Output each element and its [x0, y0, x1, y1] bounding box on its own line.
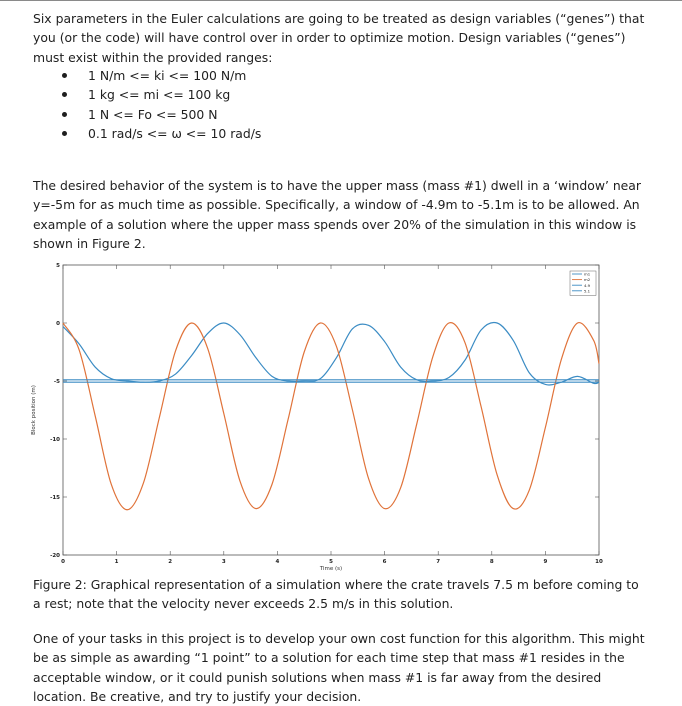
y-tick-label: -5: [53, 379, 60, 385]
x-tick-label: 7: [436, 559, 441, 565]
x-tick-label: 6: [382, 559, 387, 565]
y-tick-label: -10: [50, 437, 60, 443]
range-text: 1 kg <= mi <= 100 kg: [88, 87, 231, 103]
legend-label: 4.9: [584, 282, 591, 288]
y-tick-label: 0: [56, 321, 60, 327]
figure-2-chart: [28, 257, 610, 573]
x-tick-label: 8: [489, 559, 494, 565]
y-tick-label: -20: [50, 553, 60, 559]
gene-range-list: [33, 66, 261, 143]
y-tick-label: -15: [50, 495, 60, 501]
x-tick-label: 4: [275, 559, 280, 565]
bullet-icon: [62, 131, 67, 136]
task-paragraph: One of your tasks in this project is to develop your own cost function for this algorithm. This might be as simple as awarding “1 point” to a solution for each time step that mass #1 resides in the acceptable window, or it could punish solutions when mass #1 is far away from the desired location. Be creative, and try to justify your decision.: [33, 631, 645, 704]
x-tick-label: 1: [114, 559, 119, 565]
list-item: [33, 85, 261, 104]
range-text: 0.1 rad/s <= ω <= 10 rad/s: [88, 125, 262, 141]
legend-label: m2: [584, 277, 591, 283]
x-tick-label: 5: [329, 559, 333, 565]
figure-caption: Figure 2: Graphical representation of a simulation where the crate travels 7.5 m before coming to a rest; note that the velocity never exceeds 2.5 m/s in this solution.: [33, 577, 639, 612]
chart-legend: [570, 271, 596, 295]
bullet-icon: [62, 73, 67, 78]
x-tick-label: 9: [543, 559, 548, 565]
y-tick-label: 5: [56, 263, 60, 269]
bullet-icon: [62, 92, 67, 97]
bullet-icon: [62, 112, 67, 117]
x-tick-label: 2: [168, 559, 173, 565]
x-tick-label: 0: [61, 559, 65, 565]
page-top-border: [0, 0, 682, 1]
list-item: [33, 105, 261, 124]
x-tick-label: 10: [595, 559, 603, 565]
legend-label: m1: [584, 271, 591, 277]
legend-label: 5.1: [584, 288, 591, 294]
intro-paragraph: Six parameters in the Euler calculations are going to be treated as design variables (“genes”) that you (or the code) will have control over in order to optimize motion. Design variables (“genes”) must exist within the provided ranges:: [33, 11, 645, 65]
range-text: 1 N/m <= ki <= 100 N/m: [88, 68, 247, 83]
legend-box: [570, 271, 596, 295]
x-axis-label: Time (s): [319, 566, 343, 572]
x-tick-label: 3: [221, 559, 226, 565]
list-item: [33, 66, 261, 85]
behavior-paragraph: The desired behavior of the system is to have the upper mass (mass #1) dwell in a ‘window’ near y=-5m for as much time as possible. Specifically, a window of -4.9m to -5.1m is to be allowed. An example of a solution where the upper mass spends over 20% of the simulation in this window is shown in Figure 2.: [33, 178, 641, 251]
plot-area: [63, 265, 599, 555]
range-text: 1 N <= Fo <= 500 N: [88, 106, 218, 122]
y-axis-label: Block position (m): [31, 385, 37, 435]
list-item: [33, 124, 261, 143]
